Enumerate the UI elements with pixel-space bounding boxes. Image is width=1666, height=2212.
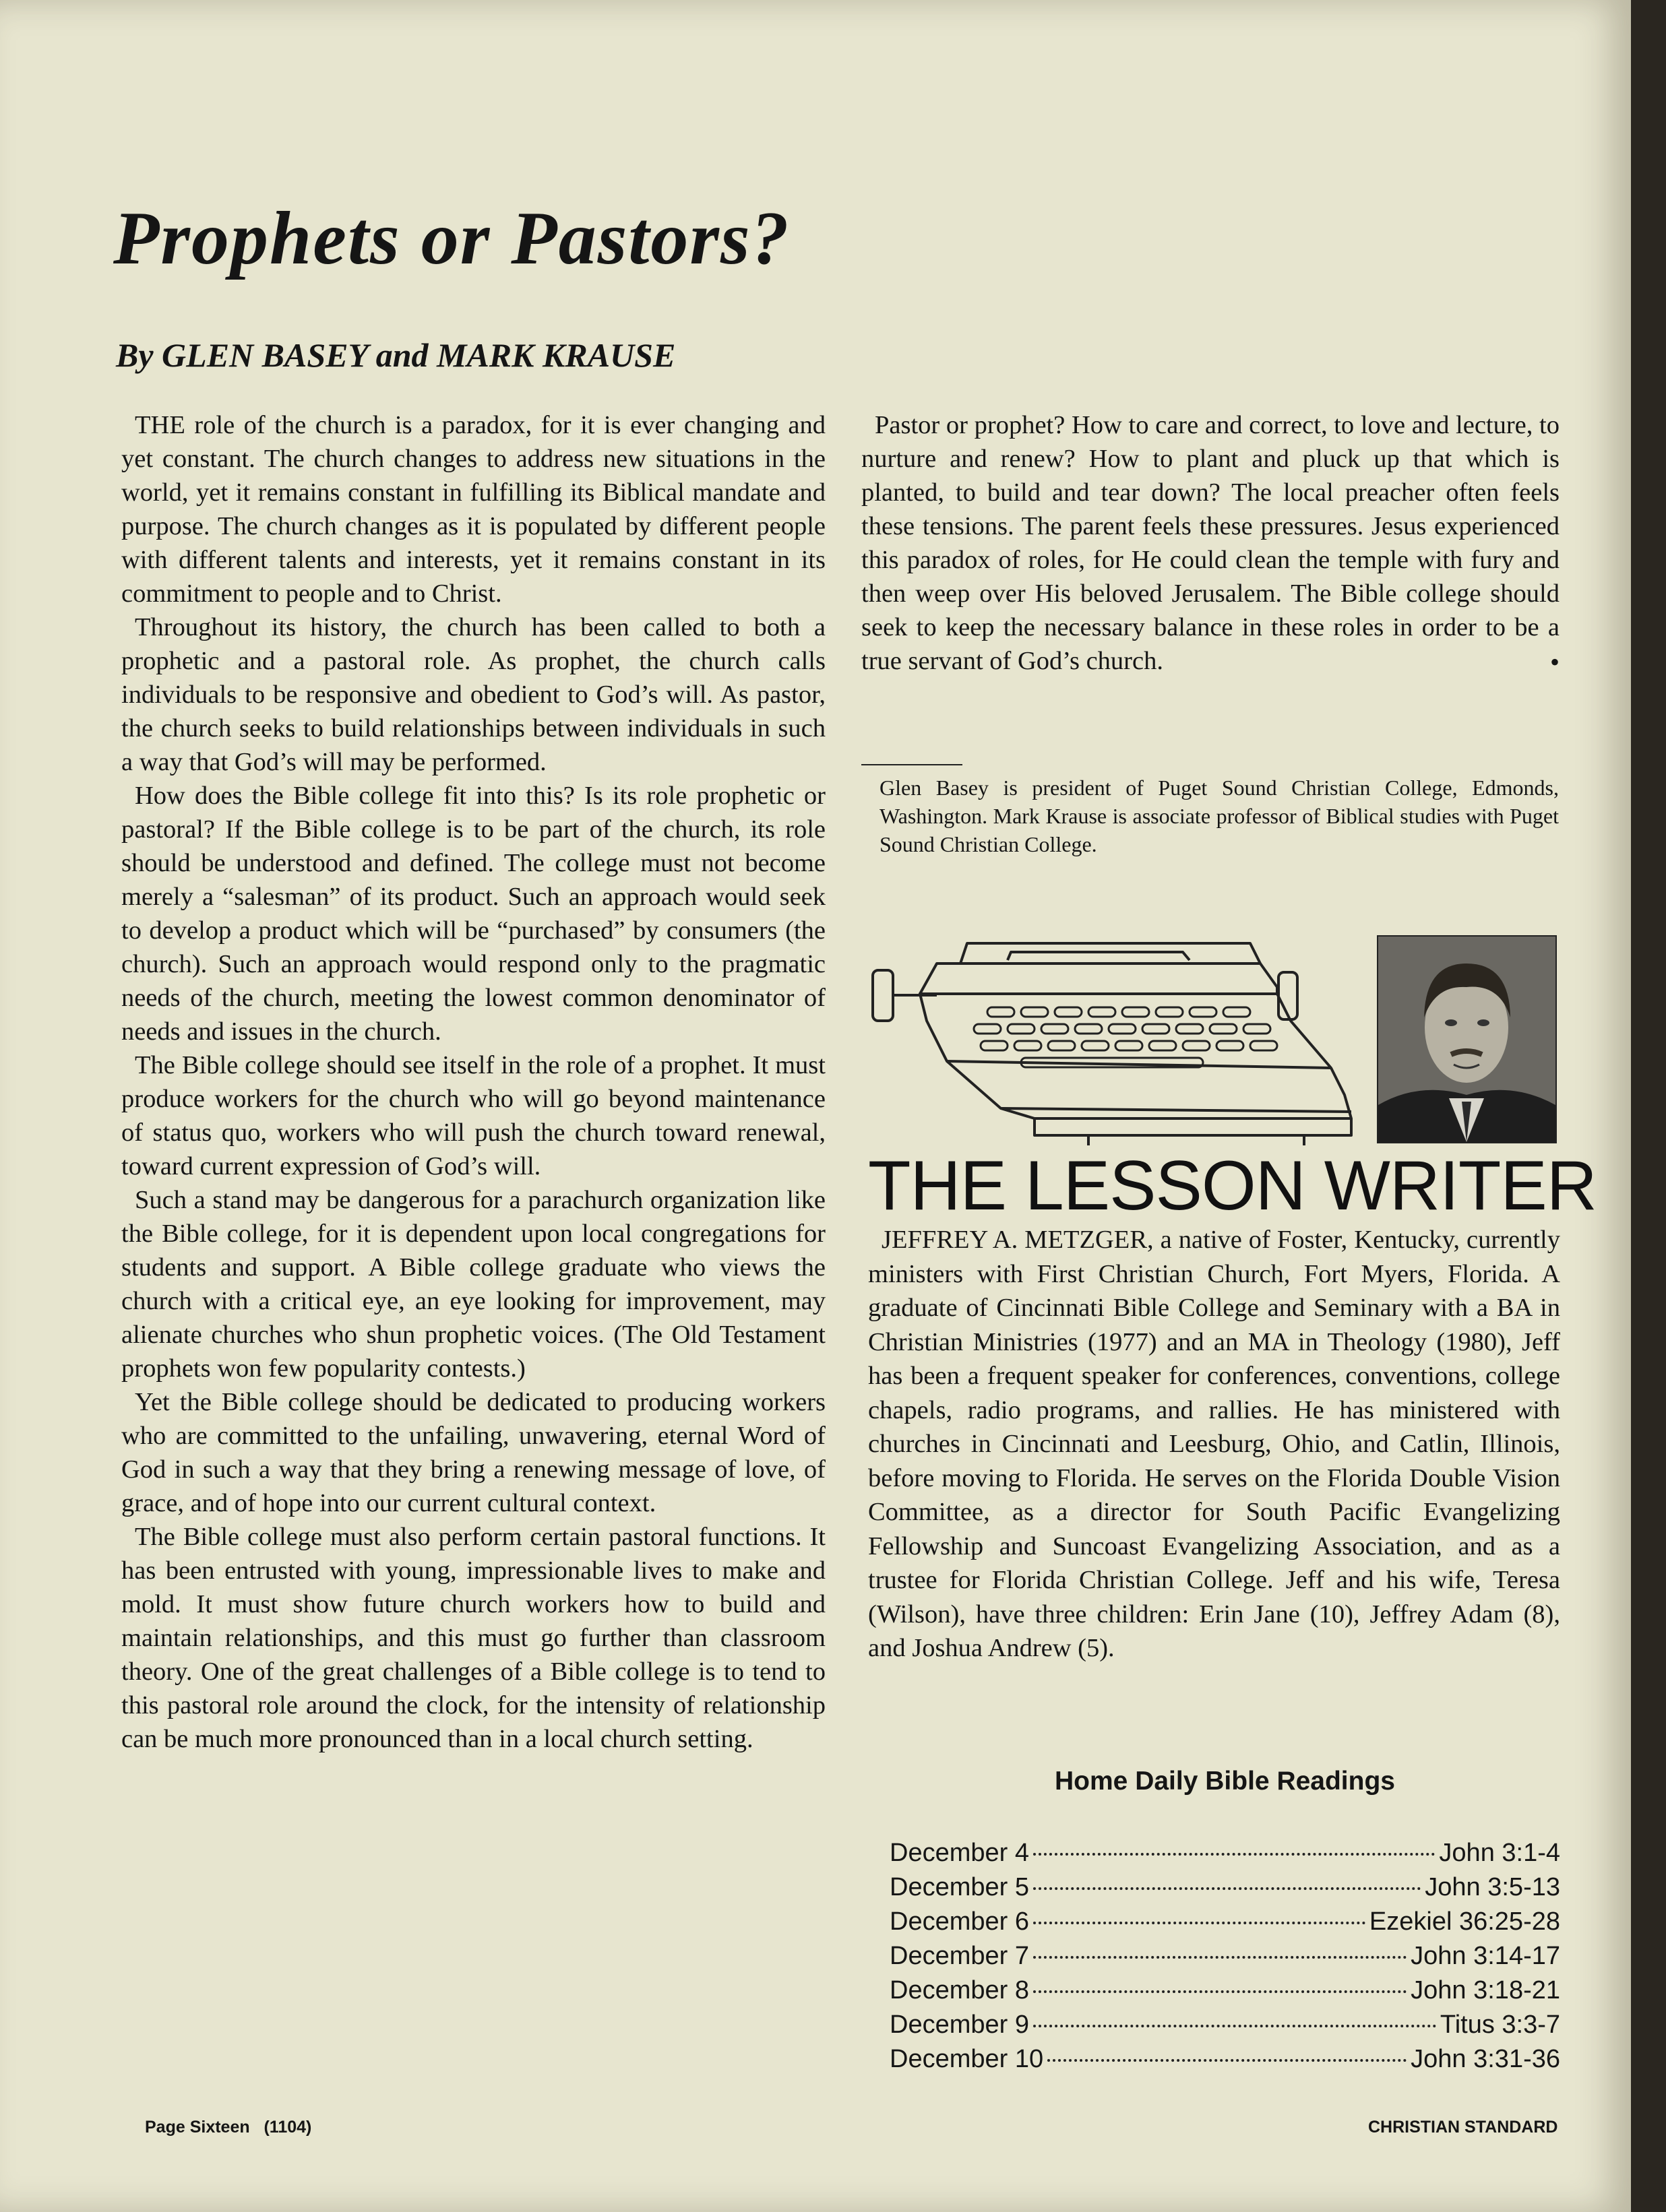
- reading-reference: John 3:14-17: [1411, 1942, 1560, 1970]
- reading-reference: John 3:31-36: [1411, 2045, 1560, 2073]
- article-paragraph: THE role of the church is a paradox, for it is ever changing and yet constant. The church changes to address new situations in the world, yet it remains constant in fulfilling its Biblical mandate and purpose. The church changes as it is populated by different people with different talents and interests, yet it remains constant in its commitment to people and to Christ.: [121, 411, 826, 608]
- article-right-column: [861, 408, 1560, 678]
- article-paragraph: The Bible college should see itself in the role of a prophet. It must produce workers for the church who will go beyond maintenance of status quo, workers who will push the church toward renewal, toward current expression of God’s will.: [121, 1051, 826, 1180]
- article-paragraph: Pastor or prophet? How to care and correct, to love and lecture, to nurture and renew? How to plant and pluck up that which is planted, to build and tear down? The local preacher often feels these tensions. The parent feels these pressures. Jesus experienced this paradox of roles, for He could clean the temple with fury and then weep over His beloved Jerusalem. The Bible college should seek to keep the necessary balance in these roles in order to be a true servant of God’s church.: [861, 411, 1560, 675]
- dot-leader: [1033, 1922, 1365, 1924]
- article-paragraph: The Bible college must also perform certain pastoral functions. It has been entrusted with young, impressionable lives to make and mold. It must show future church workers how to build and maintain relationships, and this must go further than classroom theory. One of the great challenges of a Bible college is to tend to this pastoral role around the clock, for the intensity of relationship can be much more pronounced than in a local church setting.: [121, 1523, 826, 1753]
- typewriter-illustration: [866, 940, 1365, 1149]
- bio-divider: [861, 764, 962, 765]
- dot-leader: [1033, 1956, 1407, 1959]
- reading-reference: John 3:18-21: [1411, 1976, 1560, 2004]
- article-title: Prophets or Pastors?: [113, 197, 791, 280]
- reading-reference: John 3:1-4: [1439, 1839, 1560, 1867]
- publication-name-footer: CHRISTIAN STANDARD: [1368, 2118, 1558, 2137]
- article-left-column: [121, 408, 826, 1756]
- article-paragraph: How does the Bible college fit into this? Is its role prophetic or pastoral? If the Bible college is to be part of the church, its role should be understood and defined. The college must not become merely a “salesman” of its product. Such an approach would seek to develop a product which will be “purchased” by consumers (the church). Such an approach would respond only to the pragmatic needs of the church, meeting the lowest common denominator of needs and issues in the church.: [121, 782, 826, 1046]
- dot-leader: [1033, 2025, 1436, 2027]
- reading-reference: Ezekiel 36:25-28: [1369, 1907, 1560, 1936]
- reading-item: [890, 1973, 1560, 2008]
- article-paragraph: Such a stand may be dangerous for a parachurch organization like the Bible college, for it is dependent upon local congregations for students and support. A Bible college graduate who views the church with a critical eye, an eye looking for improvement, may alienate churches who shun prophetic voices. (The Old Testament prophets won few popularity contests.): [121, 1186, 826, 1383]
- reading-reference: Titus 3:3-7: [1440, 2011, 1560, 2039]
- byline: By GLEN BASEY and MARK KRAUSE: [116, 336, 676, 374]
- dot-leader: [1033, 1990, 1407, 1993]
- author-photo: [1377, 935, 1557, 1143]
- article-paragraph: Throughout its history, the church has been called to both a prophetic and a pastoral role. As prophet, the church calls individuals to be responsive and obedient to God’s will. As pastor, the church seeks to build relationships between individuals in such a way that God’s will may be performed.: [121, 613, 826, 776]
- reading-item: [890, 1905, 1560, 1939]
- page-number-footer: Page Sixteen (1104): [145, 2118, 312, 2137]
- reading-date: December 4: [890, 1839, 1029, 1867]
- end-mark: •: [1549, 647, 1560, 677]
- lesson-writer-body: JEFFREY A. METZGER, a native of Foster, Kentucky, currently ministers with First Christian Church, Fort Myers, Florida. A graduate of Cincinnati Bible College and Seminary with a BA in Christian Ministries (1977) and an MA in Theology (1980), Jeff has been a frequent speaker for conferences, conventions, college chapels, radio programs, and rallies. He has ministered with churches in Cincinnati and Leesburg, Ohio, and Catlin, Illinois, before moving to Florida. He serves on the Florida Double Vision Committee, as a director for South Pacific Evangelizing Fellowship and Suncoast Evangelizing Association, and as a trustee for Florida Christian College. Jeff and his wife, Teresa (Wilson), have three children: Erin Jane (10), Jeffrey Adam (8), and Joshua Andrew (5).: [868, 1226, 1560, 1662]
- dot-leader: [1033, 1853, 1435, 1856]
- dot-leader: [1033, 1887, 1421, 1890]
- reading-date: December 5: [890, 1873, 1029, 1901]
- lesson-writer-heading: THE LESSON WRITER: [868, 1147, 1597, 1225]
- reading-date: December 7: [890, 1942, 1029, 1970]
- reading-date: December 10: [890, 2045, 1044, 2073]
- reading-item: [890, 1836, 1560, 1870]
- reading-date: December 8: [890, 1976, 1029, 2004]
- reading-item: [890, 2042, 1560, 2077]
- readings-title: Home Daily Bible Readings: [1055, 1767, 1395, 1796]
- readings-list: [890, 1836, 1560, 2077]
- dot-leader: [1047, 2059, 1407, 2062]
- author-bio: Glen Basey is president of Puget Sound Christian College, Edmonds, Washington. Mark Krause is associate professor of Biblical studies with Puget Sound Christian College.: [880, 776, 1559, 856]
- reading-item: [890, 1939, 1560, 1973]
- reading-item: [890, 2008, 1560, 2042]
- reading-item: [890, 1870, 1560, 1905]
- article-paragraph: Yet the Bible college should be dedicated to producing workers who are committed to the unfailing, unwavering, eternal Word of God in such a way that they bring a renewing message of love, of grace, and of hope into our current cultural context.: [121, 1388, 826, 1517]
- reading-date: December 6: [890, 1907, 1029, 1936]
- reading-reference: John 3:5-13: [1425, 1873, 1560, 1901]
- reading-date: December 9: [890, 2011, 1029, 2039]
